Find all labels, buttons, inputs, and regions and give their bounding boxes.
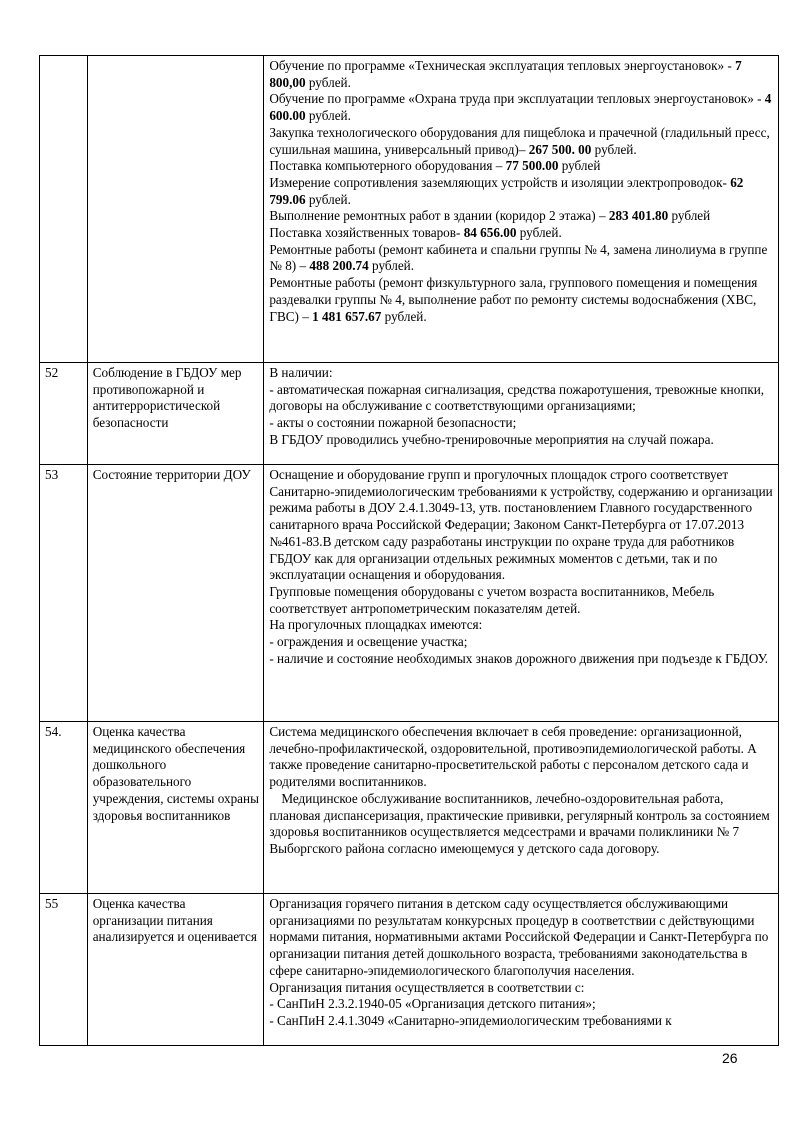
description-paragraph <box>269 467 774 584</box>
text-run: В ГБДОУ проводились учебно-тренировочные мероприятия на случай пожара. <box>269 431 714 447</box>
text-run: Ремонтные работы (ремонт кабинета и спальни группы № 4, замена линолиума в группе № 8) – <box>269 241 768 274</box>
description-paragraph <box>269 724 774 791</box>
description-paragraph <box>269 651 774 668</box>
text-run: Оснащение и оборудование групп и прогулочных площадок строго соответствует Санитарно-эпидемиологическим требованиями к устройству, содержанию и организации режима работы в ДОУ 2.4.1.3049-13, утв. постановлением Главного государственного санитарного врача Российской Федерации; Законом Санкт-Петербурга от 17.07.2013 №461-83.В детском саду разработаны инструкции по охране труда для работников ГБДОУ как для организации отдельных режимных моментов с детьми, так и по эксплуатации оснащения и оборудования. <box>269 467 773 583</box>
text-run: рублей. <box>516 225 562 241</box>
amount-value: 77 500.00 <box>505 158 559 174</box>
description-paragraph <box>269 896 774 980</box>
criterion-description <box>264 56 779 363</box>
description-paragraph <box>269 242 774 275</box>
description-paragraph <box>269 208 774 225</box>
description-paragraph <box>269 1013 774 1030</box>
description-paragraph <box>269 634 774 651</box>
text-run: Измерение сопротивления заземляющих устройств и изоляции электропроводок- <box>269 174 731 190</box>
text-run: рублей. <box>381 308 427 324</box>
text-run: - СанПиН 2.4.1.3049 «Санитарно-эпидемиологическим требованиями к <box>269 1012 672 1028</box>
amount-value: 1 481 657.67 <box>312 308 382 324</box>
report-table-body <box>40 56 779 1046</box>
description-paragraph <box>269 58 774 91</box>
criterion-name: Оценка качества медицинского обеспечения дошкольного образовательного учреждения, системы охраны здоровья воспитанников <box>87 722 264 894</box>
description-paragraph <box>269 275 774 325</box>
description-paragraph <box>269 382 774 415</box>
criterion-name: Состояние территории ДОУ <box>87 465 264 722</box>
table-row <box>40 56 779 363</box>
text-run: Обучение по программе «Охрана труда при эксплуатации тепловых энергоустановок» - <box>269 91 765 107</box>
text-run: рублей <box>558 158 601 174</box>
text-run: рублей <box>668 208 711 224</box>
text-run: рублей. <box>305 74 351 90</box>
text-run: Групповые помещения оборудованы с учетом возраста воспитанников, Мебель соответствует антропометрическим показателям детей. <box>269 583 715 616</box>
text-run: Обучение по программе «Техническая эксплуатация тепловых энергоустановок» - <box>269 58 736 73</box>
description-paragraph <box>269 980 774 997</box>
text-run: Ремонтные работы (ремонт физкультурного зала, группового помещения и помещения раздевалки группы № 4, выполнение работ по ремонту системы водоснабжения (ХВС, ГВС) – <box>269 275 758 324</box>
description-paragraph <box>269 158 774 175</box>
text-run: рублей. <box>305 191 351 207</box>
row-number: 53 <box>40 465 88 722</box>
text-run: На прогулочных площадках имеются: <box>269 617 483 633</box>
text-run: В наличии: <box>269 365 333 380</box>
table-row <box>40 894 779 1046</box>
page-number: 26 <box>722 1050 738 1066</box>
text-run: рублей. <box>591 141 637 157</box>
description-paragraph <box>269 365 774 382</box>
text-run: Медицинское обслуживание воспитанников, лечебно-оздоровительная работа, плановая диспансеризация, практические прививки, регулярный контроль за состоянием здоровья воспитанников осуществляется медсестрами и врачами поликлиники № 7 Выборгского района согласно имеющемуся у детского сада договору. <box>269 790 770 856</box>
description-paragraph <box>269 617 774 634</box>
text-run: - автоматическая пожарная сигнализация, средства пожаротушения, тревожные кнопки, договоры на обслуживание с соответствующими организациями; <box>269 381 765 414</box>
description-paragraph <box>269 125 774 158</box>
description-paragraph <box>269 996 774 1013</box>
text-run: Организация горячего питания в детском саду осуществляется обслуживающими организациями по результатам конкурсных процедур в соответствии с действующими нормами питания, нормативными актами Российской Федерации и Санкт-Петербурга по организации питания детей дошкольного возраста, требованиями законодательства в сфере санитарно-эпидемиологического благополучия населения. <box>269 896 769 978</box>
text-run: Выполнение ремонтных работ в здании (коридор 2 этажа) – <box>269 208 609 224</box>
text-run: Система медицинского обеспечения включает в себя проведение: организационной, лечебно-профилактической, оздоровительной, противоэпидемиологической работы. А также проведение санитарно-просветительской работы с персоналом детского сада и родителями воспитанников. <box>269 724 757 790</box>
criterion-description <box>264 465 779 722</box>
text-run: - СанПиН 2.3.2.1940-05 «Организация детского питания»; <box>269 996 596 1012</box>
criterion-name <box>87 56 264 363</box>
table-row <box>40 465 779 722</box>
row-number: 52 <box>40 363 88 465</box>
description-paragraph <box>269 415 774 432</box>
description-paragraph <box>269 584 774 617</box>
amount-value: 84 656.00 <box>463 225 517 241</box>
description-paragraph <box>269 432 774 449</box>
text-run: рублей. <box>368 258 415 274</box>
table-row <box>40 363 779 465</box>
criterion-description <box>264 363 779 465</box>
text-run: - акты о состоянии пожарной безопасности; <box>269 415 517 431</box>
amount-value: 267 500. 00 <box>528 141 592 157</box>
description-paragraph <box>269 175 774 208</box>
text-run: Закупка технологического оборудования для пищеблока и прачечной (гладильный пресс, сушильная машина, универсальный привод)– <box>269 124 770 157</box>
amount-value: 7 800,00 <box>269 58 742 90</box>
text-run: Поставка хозяйственных товаров- <box>269 225 464 241</box>
text-run: Поставка компьютерного оборудования – <box>269 158 506 174</box>
description-paragraph <box>269 91 774 124</box>
text-run: - ограждения и освещение участка; <box>269 634 468 650</box>
text-run: - наличие и состояние необходимых знаков дорожного движения при подъезде к ГБДОУ. <box>269 650 769 666</box>
description-paragraph <box>269 225 774 242</box>
text-run: рублей. <box>305 108 351 124</box>
row-number: 55 <box>40 894 88 1046</box>
text-run: Организация питания осуществляется в соответствии с: <box>269 979 585 995</box>
criterion-description <box>264 894 779 1046</box>
row-number <box>40 56 88 363</box>
amount-value: 283 401.80 <box>608 208 669 224</box>
table-row <box>40 722 779 894</box>
report-table <box>39 55 779 1046</box>
amount-value: 62 799.06 <box>269 174 744 207</box>
amount-value: 488 200.74 <box>309 258 369 274</box>
criterion-name: Оценка качества организации питания анализируется и оценивается <box>87 894 264 1046</box>
row-number: 54. <box>40 722 88 894</box>
amount-value: 4 600.00 <box>269 91 772 124</box>
criterion-name: Соблюдение в ГБДОУ мер противопожарной и антитеррористической безопасности <box>87 363 264 465</box>
criterion-description <box>264 722 779 894</box>
description-paragraph <box>269 791 774 858</box>
